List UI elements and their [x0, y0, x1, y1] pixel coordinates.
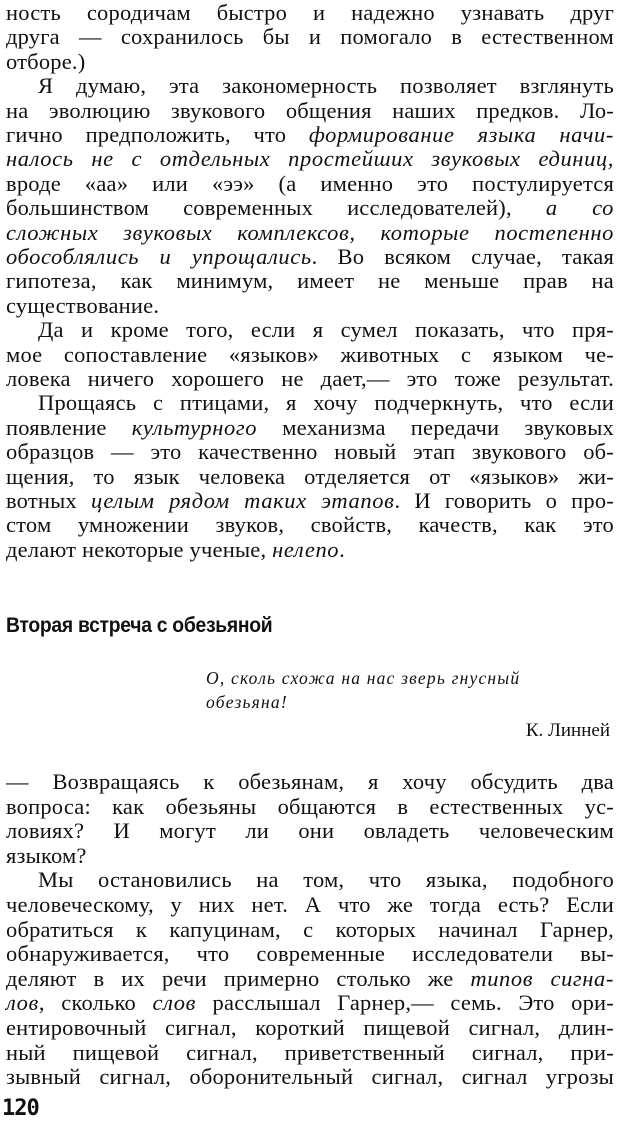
epigraph-line-1: О, сколь схожа на нас зверь гнусный — [206, 668, 521, 688]
text-span: Я думаю, эта закономерность позволяет взглянуть — [38, 73, 614, 99]
italic-span: типов сигна- — [470, 965, 615, 991]
italic-span: налось не с отдельных простейших звуковых единиц, — [6, 146, 614, 172]
text-span: расслышал Гарнер,— семь. Это ори- — [196, 990, 614, 1016]
text-span: человеческому, у них нет. А что же тогда есть? Если — [6, 892, 614, 917]
text-span: вотных — [6, 488, 91, 513]
text-span: гично предположить, что — [6, 122, 309, 147]
text-span: ловека ничего хорошего не дает,— это тоже результат. — [6, 366, 614, 391]
text-span: большинством современных исследователей), — [6, 195, 546, 221]
text-span: Да и кроме того, если я сумел показать, что пря- — [38, 317, 614, 343]
text-span: отборе.) — [6, 48, 86, 74]
epigraph-line-2: обезьяна! — [206, 692, 288, 712]
text-span: на эволюцию звукового общения наших предков. Ло- — [6, 97, 614, 123]
italic-span: нелепо — [272, 536, 340, 562]
section-heading: Вторая встреча с обезьяной — [6, 614, 273, 637]
text-span: . Во всяком случае, такая — [311, 244, 614, 269]
italic-span: обособлялись и упрощались — [6, 244, 312, 269]
text-span: мое сопоставление «языков» животных с языком че- — [6, 341, 614, 367]
text-span: ентировочный сигнал, короткий пищевой сигнал, длин- — [6, 1015, 614, 1040]
text-span: ный пищевой сигнал, приветственный сигнал, при- — [6, 1039, 614, 1065]
text-span: образцов — это качественно новый этап звукового об- — [6, 439, 614, 465]
text-span: ность сородичам быстро и надежно узнавать друг — [6, 0, 614, 25]
text-span: . — [339, 536, 345, 562]
italic-span: сложных звуковых комплексов, которые постепенно — [6, 219, 614, 245]
text-span: делают некоторые ученые, — [6, 536, 273, 562]
text-span: стом умножении звуков, свойств, качеств, как это — [6, 512, 614, 538]
text-span: вроде «аа» или «ээ» (а именно это постулируется — [6, 170, 614, 196]
italic-span: культурного — [131, 414, 258, 440]
italic-span: а со — [545, 195, 615, 221]
text-span: . И говорить о про- — [394, 488, 614, 513]
text-span: Мы остановились на том, что языка, подобного — [38, 867, 614, 893]
text-span: ловиях? И могут ли они овладеть человеческим — [6, 818, 614, 844]
text-span: обнаруживается, что современные исследователи вы- — [6, 941, 614, 967]
text-span: щения, то язык человека отделяется от «языков» жи- — [6, 463, 614, 489]
italic-span: лов — [6, 990, 39, 1016]
italic-span: формирование языка начи- — [308, 122, 614, 147]
text-span: зывный сигнал, оборонительный сигнал, сигнал угрозы — [6, 1064, 614, 1090]
text-span: друга — сохранилось бы и помогало в естественном — [6, 24, 614, 50]
text-span: механизма передачи звуковых — [257, 414, 614, 440]
text-span: гипотеза, как минимум, имеет не меньше прав на — [6, 268, 614, 294]
epigraph-author: К. Линней — [525, 720, 610, 741]
italic-span: целым рядом таких этапов — [90, 488, 395, 513]
text-span: , сколько — [38, 990, 153, 1016]
text-span: появление — [6, 414, 132, 440]
text-span: — Возвращаясь к обезьянам, я хочу обсудить два — [6, 769, 614, 794]
text-span: языком? — [6, 842, 87, 868]
text-line — [6, 535, 614, 565]
page-number: 120 — [2, 1096, 39, 1121]
text-line — [6, 1062, 614, 1092]
text-span: существование. — [6, 292, 160, 318]
text-span: Прощаясь с птицами, я хочу подчеркнуть, что если — [38, 390, 614, 416]
text-span: вопроса: как обезьяны общаются в естественных ус- — [6, 793, 614, 819]
text-span: обратиться к капуцинам, с которых начинал Гарнер, — [6, 916, 614, 942]
italic-span: слов — [152, 990, 196, 1016]
text-span: деляют в их речи примерно столько же — [6, 965, 471, 991]
